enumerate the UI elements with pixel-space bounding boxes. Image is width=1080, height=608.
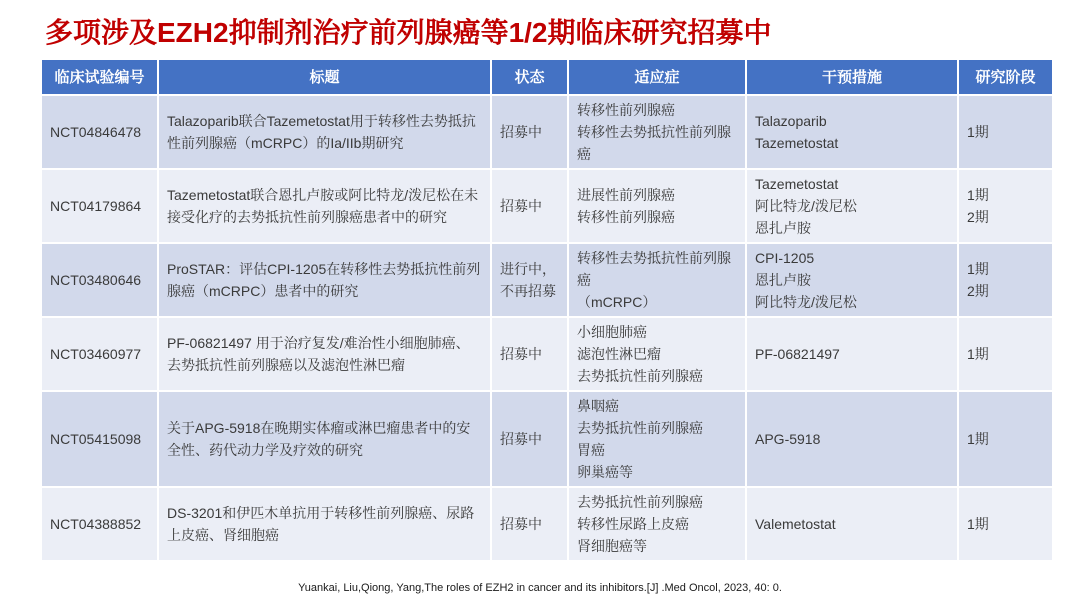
cell-indications [568,391,746,487]
cell-indications [568,317,746,391]
cell-line: APG-5918 [755,430,821,447]
cell-title [158,95,491,169]
cell-line: 1期 [967,260,989,277]
cell-interventions [746,391,958,487]
cell-line: Talazoparib联合Tazemetostat用于转移性去势抵抗性前列腺癌（mCRPC）的Ia/IIb期研究 [167,112,476,151]
cell-line: 进展性前列腺癌 [577,186,675,203]
cell-trial-id [41,243,158,317]
cell-line: Valemetostat [755,515,836,532]
cell-line: 进行中， [500,260,556,277]
cell-indications [568,487,746,561]
cell-line: 1期 [967,123,989,140]
cell-line: NCT03460977 [50,345,142,362]
table-row [41,391,1053,487]
cell-status [491,391,568,487]
cell-line: NCT05415098 [50,430,142,447]
clinical-trials-table [40,58,1054,562]
cell-line: NCT04846478 [50,123,142,140]
cell-phase [958,487,1053,561]
cell-status [491,487,568,561]
cell-line: PF-06821497 用于治疗复发/难治性小细胞肺癌、去势抵抗性前列腺癌以及滤泡性淋巴瘤 [167,334,470,373]
cell-line: 鼻咽癌 [577,397,619,414]
cell-line: 阿比特龙/泼尼松 [755,197,857,214]
cell-line: 2期 [967,282,989,299]
cell-title [158,169,491,243]
cell-interventions [746,169,958,243]
cell-line: 滤泡性淋巴瘤 [577,345,661,362]
cell-line: 小细胞肺癌 [577,323,647,340]
cell-line: 招募中 [500,515,542,532]
cell-line: 转移性去势抵抗性前列腺癌 [577,123,731,162]
cell-line: 招募中 [500,123,542,140]
cell-line: 去势抵抗性前列腺癌 [577,367,703,384]
header-row [41,59,1053,95]
cell-line: 招募中 [500,197,542,214]
cell-phase [958,95,1053,169]
table-body [41,95,1053,561]
page-title: 多项涉及EZH2抑制剂治疗前列腺癌等1/2期临床研究招募中 [45,17,772,48]
column-header-phase: 研究阶段 [958,59,1053,95]
cell-status [491,95,568,169]
cell-line: 卵巢癌等 [577,463,633,480]
cell-line: Tazemetostat [755,175,839,192]
cell-title [158,391,491,487]
cell-line: 恩扎卢胺 [755,271,811,288]
cell-interventions [746,95,958,169]
cell-line: Tazemetostat联合恩扎卢胺或阿比特龙/泼尼松在未接受化疗的去势抵抗性前列腺癌患者中的研究 [167,186,479,225]
cell-phase [958,243,1053,317]
cell-line: 转移性尿路上皮癌 [577,515,689,532]
table-row [41,487,1053,561]
table-row [41,243,1053,317]
column-header-intervention: 干预措施 [746,59,958,95]
cell-line: ProSTAR：评估CPI-1205在转移性去势抵抗性前列腺癌（mCRPC）患者中的研究 [167,260,481,299]
cell-line: 转移性去势抵抗性前列腺癌 [577,249,731,288]
cell-line: 1期 [967,515,989,532]
table-row [41,169,1053,243]
cell-indications [568,169,746,243]
cell-line: PF-06821497 [755,345,840,362]
column-header-title: 标题 [158,59,491,95]
cell-line: 招募中 [500,430,542,447]
cell-line: 去势抵抗性前列腺癌 [577,493,703,510]
cell-line: 2期 [967,208,989,225]
cell-line: Tazemetostat [755,134,839,151]
cell-line: 不再招募 [500,282,556,299]
cell-line: 肾细胞癌等 [577,537,647,554]
cell-line: Talazoparib [755,112,827,129]
cell-line: 恩扎卢胺 [755,219,811,236]
cell-title [158,487,491,561]
cell-interventions [746,487,958,561]
cell-phase [958,391,1053,487]
cell-status [491,243,568,317]
cell-line: 关于APG-5918在晚期实体瘤或淋巴瘤患者中的安全性、药代动力学及疗效的研究 [167,419,471,458]
cell-line: 转移性前列腺癌 [577,208,675,225]
cell-trial-id [41,391,158,487]
cell-status [491,169,568,243]
cell-line: 招募中 [500,345,542,362]
cell-phase [958,317,1053,391]
cell-line: NCT04179864 [50,197,142,214]
cell-title [158,243,491,317]
cell-line: CPI-1205 [755,249,815,266]
cell-interventions [746,317,958,391]
cell-trial-id [41,169,158,243]
cell-phase [958,169,1053,243]
cell-trial-id [41,317,158,391]
cell-line: 1期 [967,430,989,447]
cell-line: DS-3201和伊匹木单抗用于转移性前列腺癌、尿路上皮癌、肾细胞癌 [167,504,475,543]
cell-line: 去势抵抗性前列腺癌 [577,419,703,436]
cell-indications [568,243,746,317]
table-row [41,317,1053,391]
cell-line: 胃癌 [577,441,605,458]
cell-line: 转移性前列腺癌 [577,101,675,118]
table-row [41,95,1053,169]
cell-trial-id [41,95,158,169]
citation: Yuankai, Liu,Qiong, Yang,The roles of EZH2 in cancer and its inhibitors.[J] .Med Oncol, 2023, 40: 0. [298,582,782,594]
cell-line: NCT04388852 [50,515,142,532]
column-header-indication: 适应症 [568,59,746,95]
column-header-trial-id: 临床试验编号 [41,59,158,95]
column-header-status: 状态 [491,59,568,95]
cell-trial-id [41,487,158,561]
cell-status [491,317,568,391]
cell-title [158,317,491,391]
cell-line: 1期 [967,345,989,362]
cell-line: 1期 [967,186,989,203]
cell-line: （mCRPC） [577,293,657,310]
cell-line: 阿比特龙/泼尼松 [755,293,857,310]
cell-line: NCT03480646 [50,271,142,288]
cell-indications [568,95,746,169]
cell-interventions [746,243,958,317]
